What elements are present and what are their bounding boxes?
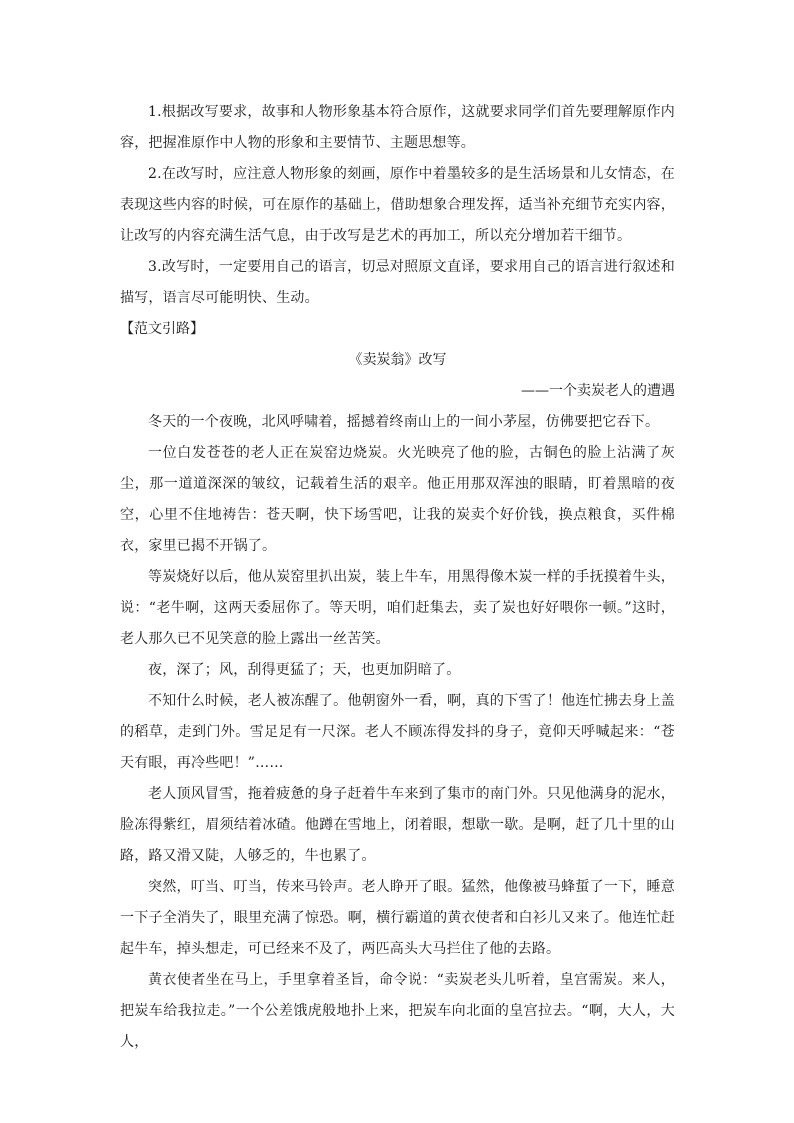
guideline-3: 3.改写时，一定要用自己的语言，切忌对照原文直译，要求用自己的语言进行叙述和描写，语言尽可能明快、生动。 <box>120 259 675 306</box>
document-content <box>120 97 675 1058</box>
guideline-2: 2.在改写时，应注意人物形象的刻画，原作中着墨较多的是生活场景和儿女情态，在表现这些内容的时候，可在原作的基础上，借助想象合理发挥，适当补充细节充实内容，让改写的内容充满生活气息，由于改写是艺术的再加工，所以充分增加若干细节。 <box>120 166 675 244</box>
essay-paragraph: 黄衣使者坐在马上，手里拿着圣旨，命令说：“卖炭老头儿听着，皇宫需炭。来人，把炭车给我拉走。”一个公差饿虎般地扑上来，把炭车向北面的皇宫拉去。“啊，大人，大人， <box>120 972 675 1050</box>
guideline-1: 1.根据改写要求，故事和人物形象基本符合原作，这就要求同学们首先要理解原作内容，把握准原作中人物的形象和主要情节、主题思想等。 <box>120 104 675 151</box>
essay-paragraph: 老人顶风冒雪，拖着疲惫的身子赶着牛车来到了集市的南门外。只见他满身的泥水，脸冻得紫红，眉须结着冰碴。他蹲在雪地上，闭着眼，想歇一歇。是啊，赶了几十里的山路，路又滑又陡，人够乏的，牛也累了。 <box>120 786 675 864</box>
essay-paragraph: 不知什么时候，老人被冻醒了。他朝窗外一看，啊，真的下雪了！他连忙拂去身上盖的稻草，走到门外。雪足足有一尺深。老人不顾冻得发抖的身子，竟仰天呼喊起来：“苍天有眼，再冷些吧！”…… <box>120 693 675 771</box>
essay-paragraph: 等炭烧好以后，他从炭窑里扒出炭，装上牛车，用黑得像木炭一样的手抚摸着牛头，说：“老牛啊，这两天委屈你了。等天明，咱们赶集去，卖了炭也好好喂你一顿。”这时，老人那久已不见笑意的脸上露出一丝苦笑。 <box>120 569 675 647</box>
essay-title: 《卖炭翁》改写 <box>348 352 447 368</box>
essay-paragraph: 突然，叮当、叮当，传来马铃声。老人睁开了眼。猛然，他像被马蜂蜇了一下，睡意一下子全消失了，眼里充满了惊恐。啊，横行霸道的黄衣使者和白衫儿又来了。他连忙赶起牛车，掉头想走，可已经来不及了，两匹高头大马拦住了他的去路。 <box>120 879 675 957</box>
essay-paragraph: 一位白发苍苍的老人正在炭窑边烧炭。火光映亮了他的脸，古铜色的脸上沾满了灰尘，那一道道深深的皱纹，记载着生活的艰辛。他正用那双浑浊的眼睛，盯着黑暗的夜空，心里不住地祷告：苍天啊，快下场雪吧，让我的炭卖个好价钱，换点粮食，买件棉衣，家里已揭不开锅了。 <box>120 445 675 554</box>
essay-paragraph: 冬天的一个夜晚，北风呼啸着，摇撼着终南山上的一间小茅屋，仿佛要把它吞下。 <box>148 414 660 430</box>
section-heading: 【范文引路】 <box>120 321 204 337</box>
essay-subtitle: ——一个卖炭老人的遭遇 <box>521 383 675 399</box>
essay-paragraph: 夜，深了；风，刮得更猛了；天，也更加阴暗了。 <box>148 662 461 678</box>
